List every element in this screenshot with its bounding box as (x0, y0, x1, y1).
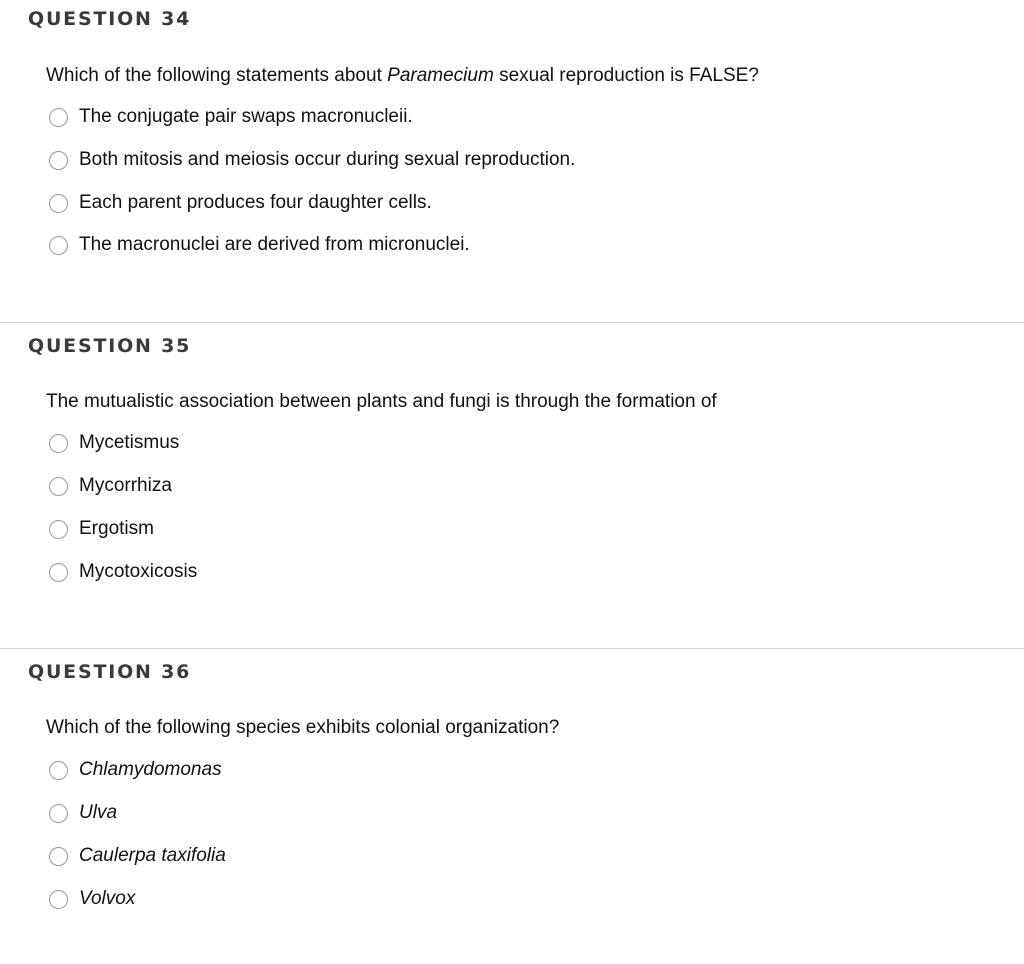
radio-button[interactable] (49, 847, 68, 866)
question-prompt (46, 716, 559, 740)
prompt-italic-text: Paramecium (387, 65, 494, 86)
radio-button[interactable] (49, 563, 68, 582)
section-divider (0, 648, 1024, 649)
prompt-text: The mutualistic association between plants and fungi is through the formation of (46, 391, 717, 412)
option-label[interactable]: Ergotism (79, 518, 154, 539)
option-label[interactable]: Volvox (79, 888, 136, 909)
prompt-text: Which of the following species exhibits colonial organization? (46, 717, 560, 738)
answer-option[interactable] (49, 844, 226, 868)
option-label[interactable]: Mycorrhiza (79, 475, 172, 496)
radio-button[interactable] (49, 194, 68, 213)
answer-option[interactable] (49, 474, 172, 498)
answer-option[interactable] (49, 431, 179, 455)
radio-button[interactable] (49, 108, 68, 127)
option-label[interactable]: Mycetismus (79, 432, 180, 453)
radio-button[interactable] (49, 520, 68, 539)
option-label[interactable]: Caulerpa taxifolia (79, 845, 226, 866)
option-label[interactable]: Each parent produces four daughter cells. (79, 192, 432, 213)
answer-option[interactable] (49, 517, 154, 541)
radio-button[interactable] (49, 477, 68, 496)
prompt-text: Which of the following statements about (46, 65, 388, 86)
radio-button[interactable] (49, 804, 68, 823)
prompt-text-end: sexual reproduction is FALSE? (493, 65, 759, 86)
question-prompt (46, 64, 759, 88)
radio-button[interactable] (49, 434, 68, 453)
question-heading: QUESTION 36 (28, 661, 192, 683)
answer-option[interactable] (49, 148, 575, 172)
question-heading: QUESTION 34 (28, 8, 192, 30)
question-prompt (46, 390, 717, 414)
answer-option[interactable] (49, 105, 413, 129)
option-label[interactable]: The macronuclei are derived from micronuclei. (79, 234, 470, 255)
radio-button[interactable] (49, 236, 68, 255)
option-label[interactable]: Ulva (79, 802, 118, 823)
answer-option[interactable] (49, 758, 222, 782)
answer-option[interactable] (49, 887, 135, 911)
answer-option[interactable] (49, 560, 197, 584)
option-label[interactable]: Both mitosis and meiosis occur during sexual reproduction. (79, 149, 576, 170)
option-label[interactable]: Mycotoxicosis (79, 561, 198, 582)
radio-button[interactable] (49, 890, 68, 909)
section-divider (0, 322, 1024, 323)
radio-button[interactable] (49, 151, 68, 170)
option-label[interactable]: The conjugate pair swaps macronucleii. (79, 106, 413, 127)
answer-option[interactable] (49, 801, 117, 825)
radio-button[interactable] (49, 761, 68, 780)
question-heading: QUESTION 35 (28, 335, 192, 357)
option-label[interactable]: Chlamydomonas (79, 759, 222, 780)
answer-option[interactable] (49, 233, 470, 257)
answer-option[interactable] (49, 191, 432, 215)
